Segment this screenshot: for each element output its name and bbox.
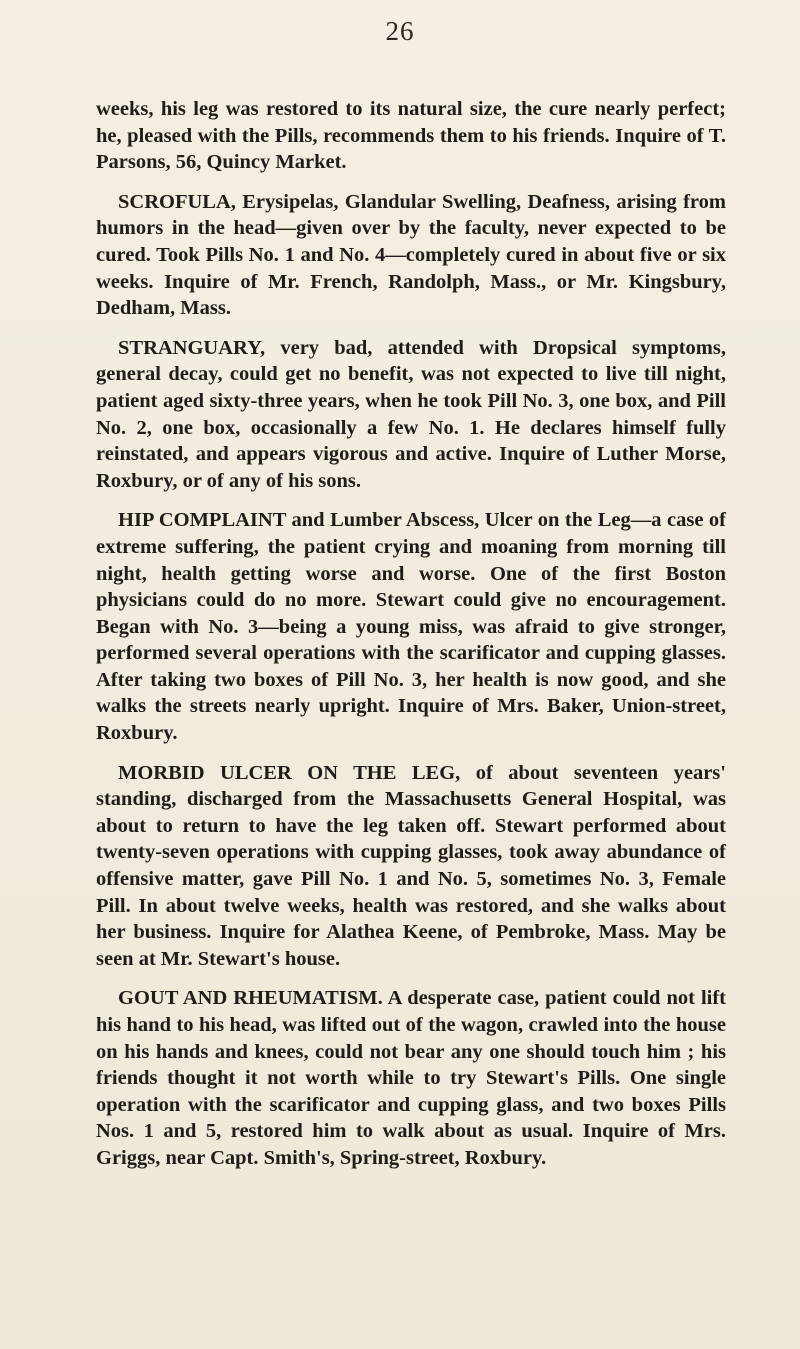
paragraph-continuation: [96, 96, 726, 176]
paragraph-stranguary: [96, 335, 726, 495]
paragraph-text: weeks, his leg was restored to its natural size, the cure nearly perfect; he, pleased with the Pills, recommends them to his friends. Inquire of T. Parsons, 56, Quincy Market.: [96, 98, 726, 174]
paragraph-text: A desperate case, patient could not lift his hand to his head, was lifted out of the wagon, crawled into the house on his hands and knees, could not bear any one should touch him ; his friends thought it not worth while to try Stewart's Pills. One single operation with the scarificator and cupping glass, and two boxes Pills Nos. 1 and 5, restored him to walk about as usual. Inquire of Mrs. Griggs, near Capt. Smith's, Spring-street, Roxbury.: [96, 987, 727, 1169]
paragraph-heading: STRANGUARY,: [118, 336, 266, 359]
paragraph-text: of about seventeen years' standing, discharged from the Massachusetts General Hospital, was about to return to have the leg taken off. Stewart performed about twenty-seven operations with cupping glasses, took away abundance of offensive matter, gave Pill No. 1 and No. 5, sometimes No. 3, Female Pill. In about twelve weeks, health was restored, and she walks about her business. Inquire for Alathea Keene, of Pembroke, Mass. May be seen at Mr. Stewart's house.: [96, 761, 726, 970]
paragraph-heading: HIP COMPLAINT: [118, 509, 287, 532]
paragraph-morbid-ulcer: [96, 760, 726, 973]
paragraph-heading: GOUT AND RHEUMATISM.: [118, 987, 383, 1010]
paragraph-gout-rheumatism: [96, 985, 726, 1171]
paragraph-heading: MORBID ULCER ON THE LEG,: [118, 761, 461, 784]
paragraph-text: and Lumber Abscess, Ulcer on the Leg—a case of extreme suffering, the patient crying and moaning from morning till night, health getting worse and worse. One of the first Boston physicians could do no more. Stewart could give no encouragement. Began with No. 3—being a young miss, was afraid to give stronger, performed several operations with the scarificator and cupping glasses. After taking two boxes of Pill No. 3, her health is now good, and she walks the streets nearly upright. Inquire of Mrs. Baker, Union-street, Roxbury.: [96, 509, 726, 745]
paragraph-scrofula: [96, 189, 726, 322]
page-number: 26: [385, 16, 415, 46]
paragraph-heading: SCROFULA,: [118, 190, 236, 213]
paragraph-text: very bad, attended with Dropsical symptoms, general decay, could get no benefit, was not expected to live till night, patient aged sixty-three years, when he took Pill No. 3, one box, and Pill No. 2, one box, occasionally a few No. 1. He declares himself fully reinstated, and appears vigorous and active. Inquire of Luther Morse, Roxbury, or of any of his sons.: [96, 336, 726, 492]
body-text: [96, 96, 726, 1172]
paragraph-hip-complaint: [96, 507, 726, 746]
paragraph-text: Erysipelas, Glandular Swelling, Deafness, arising from humors in the head—given over by the faculty, never expected to be cured. Took Pills No. 1 and No. 4—completely cured in about five or six weeks. Inquire of Mr. French, Randolph, Mass., or Mr. Kingsbury, Dedham, Mass.: [96, 190, 726, 320]
